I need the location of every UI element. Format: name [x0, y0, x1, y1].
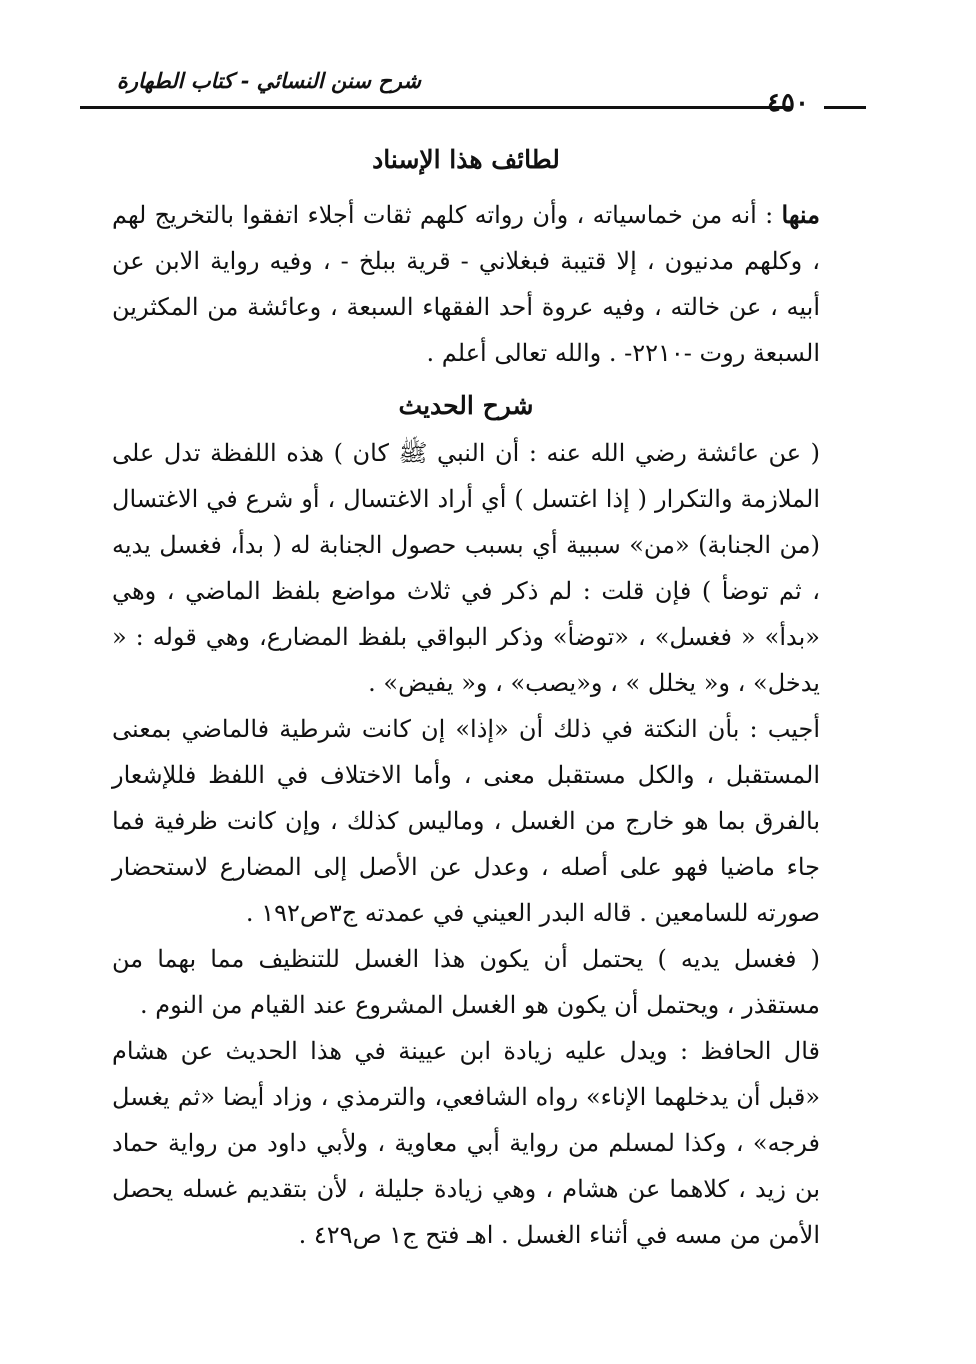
header-rule [80, 106, 790, 109]
page-body [112, 140, 820, 1258]
commentary-paragraph-1: ( عن عائشة رضي الله عنه : أن النبي ﷺ كان ) هذه اللفظة تدل على الملازمة والتكرار ( إذا اغتسل ) أي أراد الاغتسال ، أو شرع في الاغتسال (من الجنابة) «من» سببية أي بسبب حصول الجنابة له ( بدأ، فغسل يديه ، ثم توضأ ) فإن قلت : لم ذكر في ثلاث مواضع بلفظ الماضي ، وهي «بدأ» « فغسل» ، «توضأ» وذكر البواقي بلفظ المضارع، وهي قوله : « يدخل» ، و« يخلل » ، و«يصب» ، و« يفيض» . [112, 439, 820, 697]
header-rule-short [824, 106, 866, 109]
commentary-paragraph-4: قال الحافظ : ويدل عليه زيادة ابن عيينة في هذا الحديث عن هشام «قبل أن يدخلهما الإناء» رواه الشافعي، والترمذي ، وزاد أيضا «ثم يغسل فرجه» ، وكذا لمسلم من رواية أبي معاوية ، ولأبي داود من رواية حماد بن زيد ، كلاهما عن هشام ، وهي زيادة جليلة ، لأن بتقديم غسله يحصل الأمن من مسه في أثناء الغسل . اهـ فتح ج١ ص٤٢٩ . [112, 1037, 820, 1249]
page-number: ٤٥٠ [767, 88, 809, 118]
section-heading-isnad: لطائف هذا الإسناد [372, 145, 560, 174]
isnad-lead: منها [781, 200, 821, 229]
section-heading-hadith-commentary: شرح الحديث [398, 391, 534, 420]
isnad-text: : أنه من خماسياته ، وأن رواته كلهم ثقات أجلاء اتفقوا بالتخريج لهم ، وكلهم مدنيون ، إلا قتيبة فبغلاني - قرية ببلخ - ، وفيه رواية الابن عن أبيه ، عن خالته ، وفيه عروة أحد الفقهاء السبعة ، وعائشة من المكثرين السبعة روت -٢٢١٠- . والله تعالى أعلم . [112, 201, 820, 367]
commentary-paragraph-2: أجيب : بأن النكتة في ذلك أن «إذا» إن كانت شرطية فالماضي بمعنى المستقبل ، والكل مستقبل معنى ، وأما الاختلاف في اللفظ فللإشعار بالفرق بما هو خارج من الغسل ، وماليس كذلك ، وإن كانت ظرفية فما جاء ماضيا فهو على أصله ، وعدل عن الأصل إلى المضارع لاستحضار صورته للسامعين . قاله البدر العيني في عمدته ج٣ص١٩٢ . [112, 715, 820, 927]
book-title: شرح سنن النسائي - كتاب الطهارة [116, 68, 421, 93]
isnad-paragraph [112, 192, 820, 376]
commentary-paragraph-3: ( فغسل يديه ) يحتمل أن يكون هذا الغسل للتنظيف مما بهما من مستقذر ، ويحتمل أن يكون هو الغسل المشروع عند القيام من النوم . [112, 945, 820, 1019]
